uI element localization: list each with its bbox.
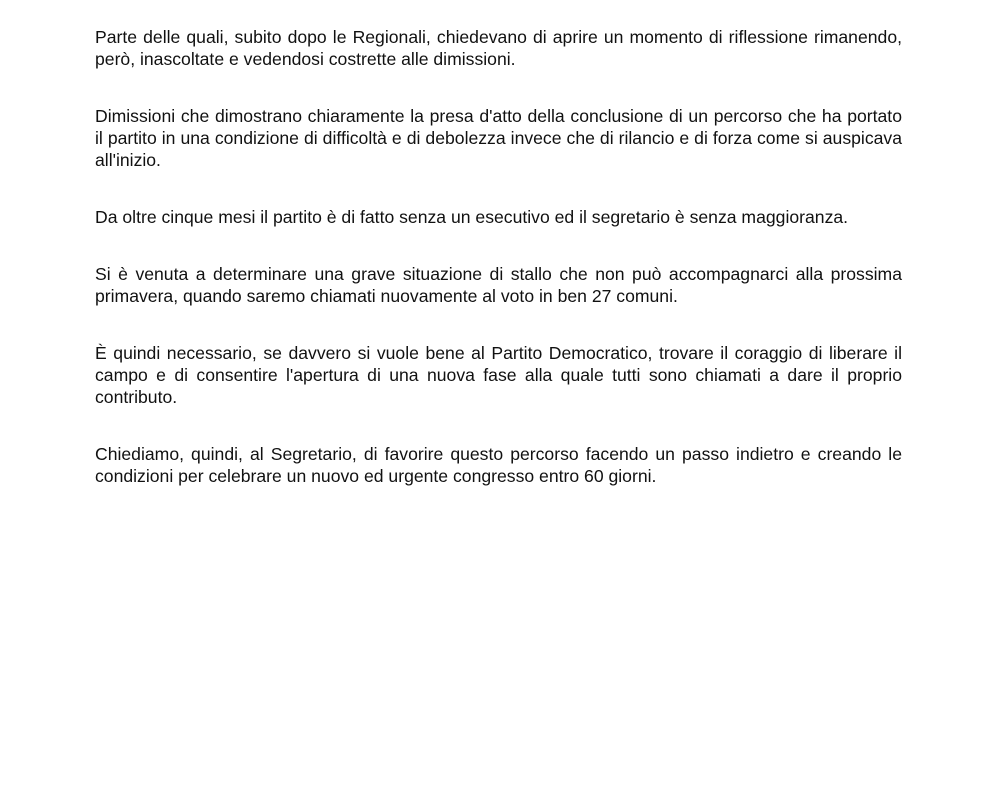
paragraph-nuova-fase: È quindi necessario, se davvero si vuole bene al Partito Democratico, trovare il coraggio di liberare il campo e di consentire l'apertura di una nuova fase alla quale tutti sono chiamati a dare il proprio contributo. xyxy=(95,343,902,407)
document-body xyxy=(95,26,902,487)
paragraph-conclusione-percorso: Dimissioni che dimostrano chiaramente la presa d'atto della conclusione di un percorso che ha portato il partito in una condizione di difficoltà e di debolezza invece che di rilancio e di forza come si auspicava all'inizio. xyxy=(95,106,902,170)
paragraph-regionali-dimissioni: Parte delle quali, subito dopo le Regionali, chiedevano di aprire un momento di riflessione rimanendo, però, inascoltate e vedendosi costrette alle dimissioni. xyxy=(95,27,902,69)
paragraph-richiesta-congresso: Chiediamo, quindi, al Segretario, di favorire questo percorso facendo un passo indietro e creando le condizioni per celebrare un nuovo ed urgente congresso entro 60 giorni. xyxy=(95,444,902,486)
paragraph-situazione-stallo: Si è venuta a determinare una grave situazione di stallo che non può accompagnarci alla prossima primavera, quando saremo chiamati nuovamente al voto in ben 27 comuni. xyxy=(95,264,902,306)
paragraph-senza-esecutivo: Da oltre cinque mesi il partito è di fatto senza un esecutivo ed il segretario è senza maggioranza. xyxy=(95,207,849,227)
